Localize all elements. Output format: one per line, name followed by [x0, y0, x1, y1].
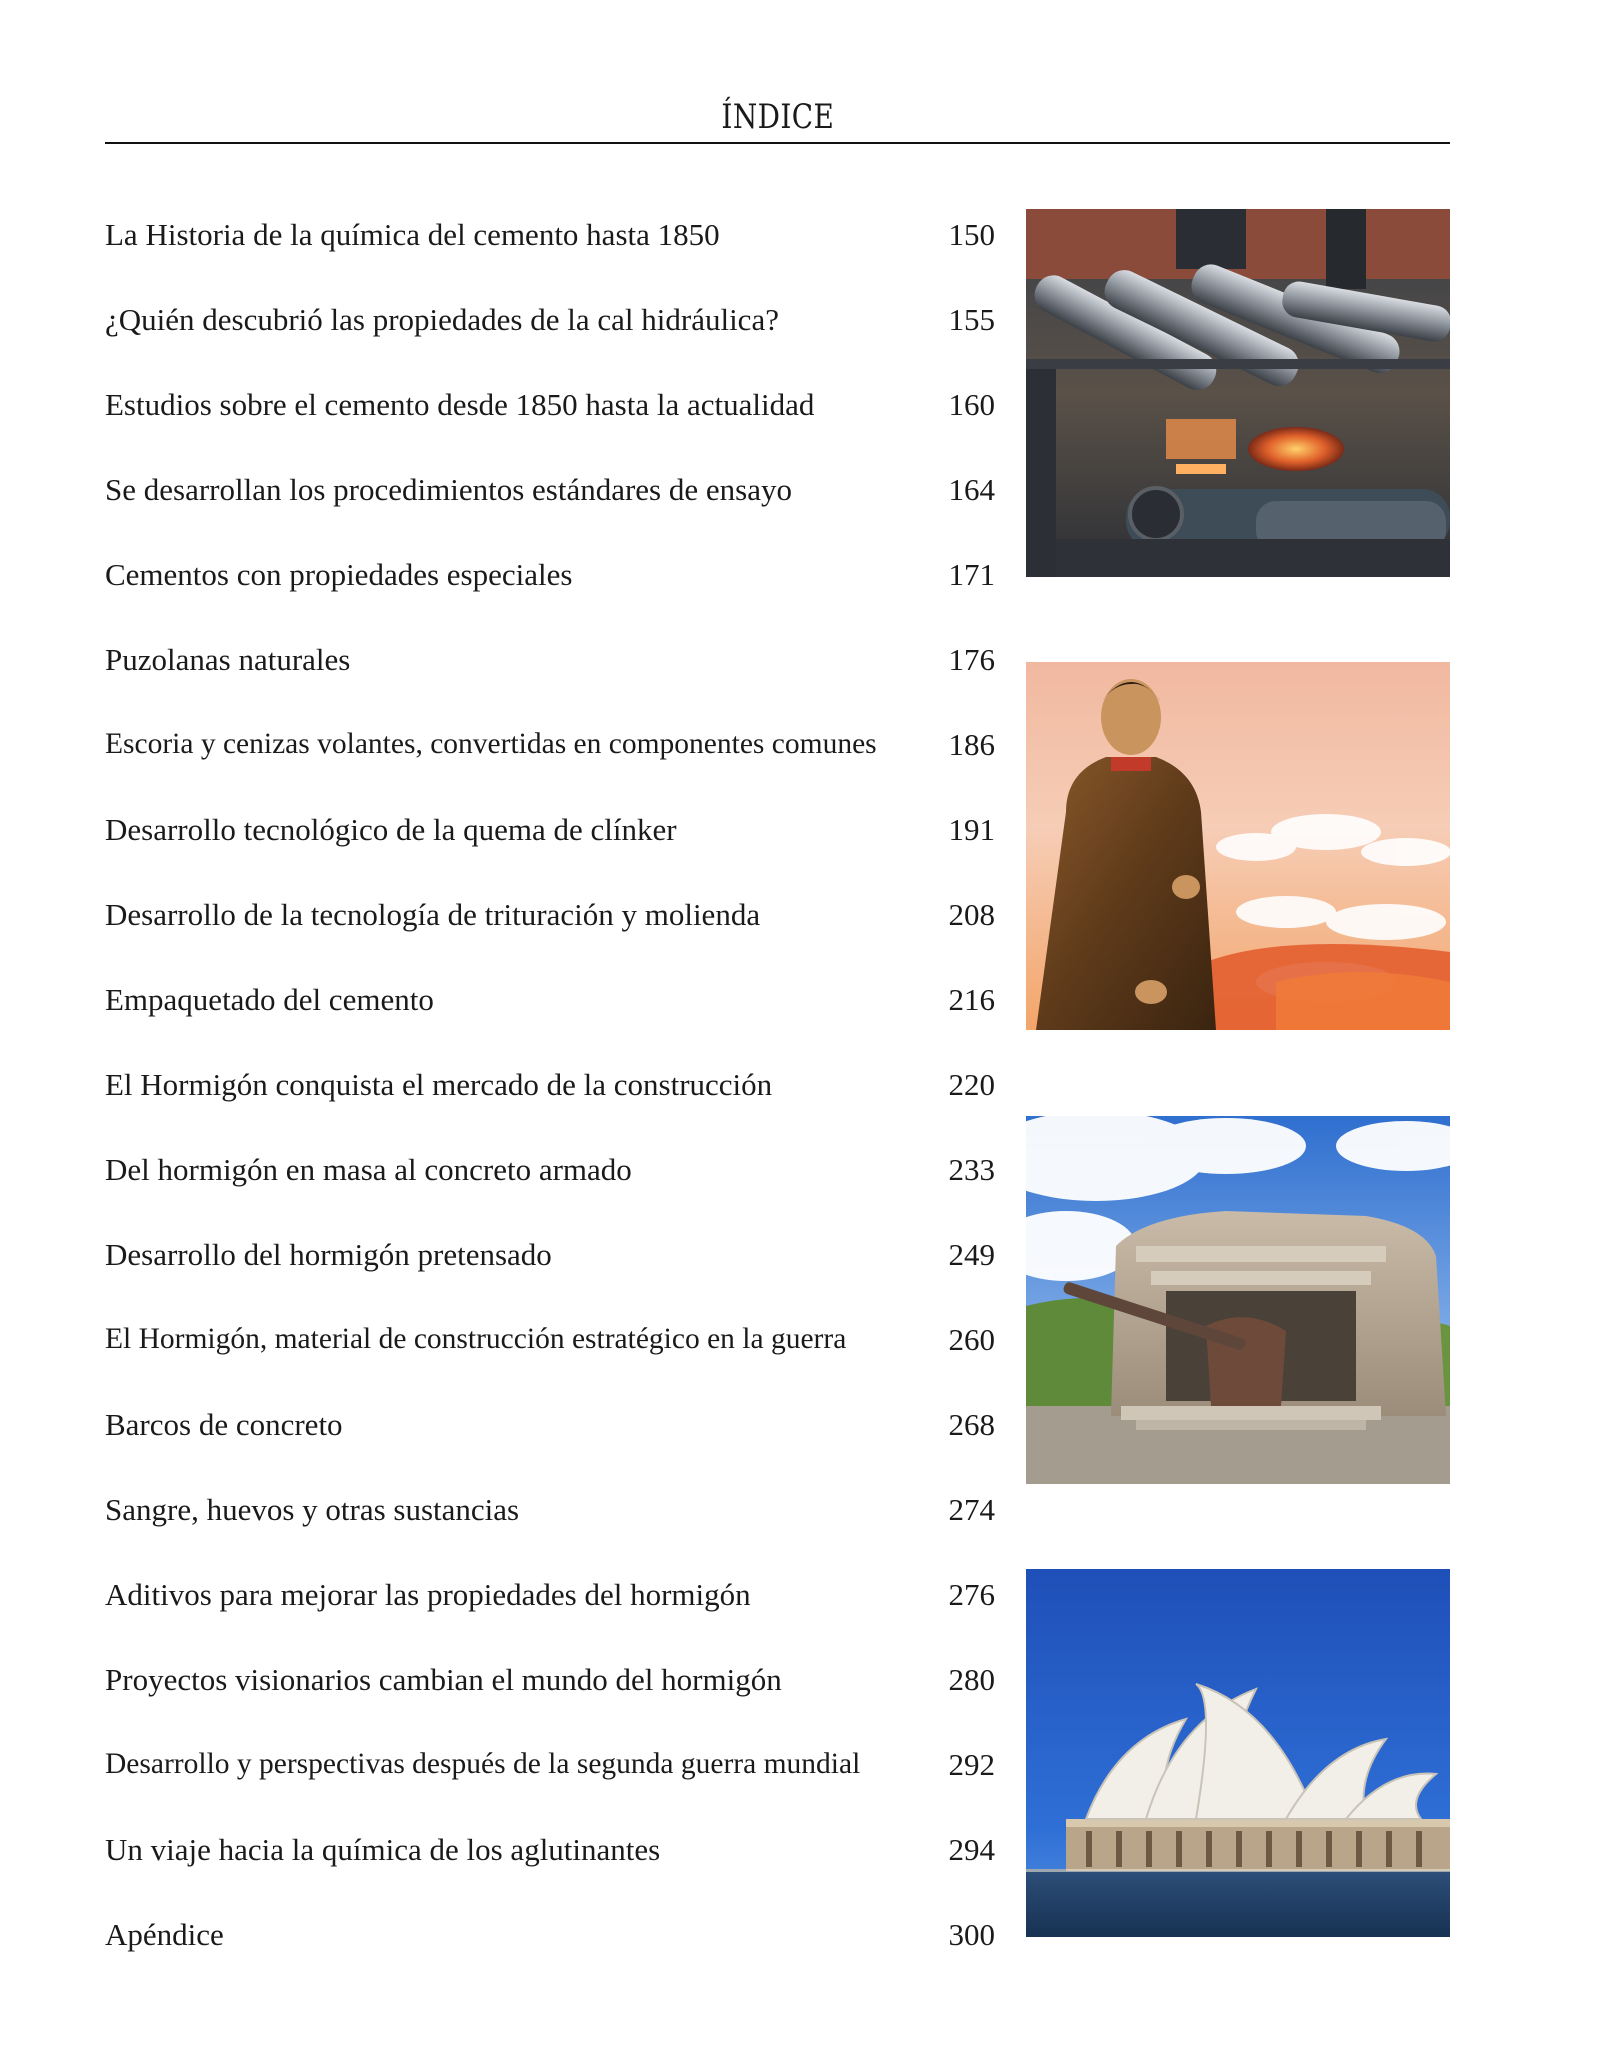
toc-entry-title: Empaquetado del cemento: [105, 981, 434, 1017]
toc-entry-title: Apéndice: [105, 1916, 224, 1952]
opera-house-photo-icon: [1026, 1569, 1450, 1937]
toc-entry-page: 280: [948, 1661, 995, 1697]
toc-entry-page: 233: [948, 1151, 995, 1187]
toc-entry-page: 292: [948, 1746, 995, 1782]
toc-entry[interactable]: [105, 1212, 995, 1297]
toc-entry[interactable]: [105, 1042, 995, 1127]
toc-entry-page: 176: [948, 641, 995, 677]
toc-entry-page: 249: [948, 1236, 995, 1272]
toc-entry-page: 274: [948, 1491, 995, 1527]
toc-entry-page: 276: [948, 1576, 995, 1612]
toc-entry-page: 208: [948, 896, 995, 932]
toc-entry-title: Desarrollo de la tecnología de trituración y molienda: [105, 896, 761, 932]
table-of-contents: [105, 192, 995, 1977]
toc-entry[interactable]: [105, 362, 995, 447]
toc-entry[interactable]: [105, 277, 995, 362]
toc-entry-title: Barcos de concreto: [105, 1406, 343, 1442]
toc-entry[interactable]: [105, 1892, 995, 1977]
propaganda-portrait-painting: [1026, 662, 1450, 1030]
toc-entry-title: Un viaje hacia la química de los aglutinantes: [105, 1831, 661, 1867]
page-header: [105, 92, 1450, 144]
toc-entry-page: 300: [948, 1916, 995, 1952]
toc-entry[interactable]: [105, 787, 995, 872]
toc-entry-page: 164: [948, 471, 995, 507]
toc-entry-page: 155: [948, 301, 995, 337]
toc-entry-page: 294: [948, 1831, 995, 1867]
toc-entry[interactable]: [105, 1807, 995, 1892]
toc-entry-page: 268: [948, 1406, 995, 1442]
toc-entry-title: El Hormigón conquista el mercado de la construcción: [105, 1066, 773, 1102]
toc-entry[interactable]: [105, 1297, 995, 1382]
toc-entry-title: El Hormigón, material de construcción estratégico en la guerra: [105, 1323, 847, 1355]
portrait-painting-icon: [1026, 662, 1450, 1030]
toc-entry-title: La Historia de la química del cemento hasta 1850: [105, 216, 720, 252]
toc-entry-title: Escoria y cenizas volantes, convertidas en componentes comunes: [105, 728, 877, 760]
toc-entry-title: Desarrollo y perspectivas después de la segunda guerra mundial: [105, 1748, 861, 1780]
toc-entry[interactable]: [105, 192, 995, 277]
toc-entry-title: Proyectos visionarios cambian el mundo del hormigón: [105, 1661, 782, 1697]
bunker-photo-icon: [1026, 1116, 1450, 1484]
toc-entry[interactable]: [105, 1552, 995, 1637]
toc-entry-page: 186: [948, 726, 995, 762]
cement-kilns-illustration: [1026, 209, 1450, 577]
toc-entry-title: Del hormigón en masa al concreto armado: [105, 1151, 632, 1187]
concrete-bunker-photo: [1026, 1116, 1450, 1484]
toc-entry[interactable]: [105, 1127, 995, 1212]
toc-entry[interactable]: [105, 1637, 995, 1722]
toc-entry[interactable]: [105, 1467, 995, 1552]
toc-entry-page: 150: [948, 216, 995, 252]
toc-entry[interactable]: [105, 447, 995, 532]
toc-entry[interactable]: [105, 617, 995, 702]
toc-entry-page: 216: [948, 981, 995, 1017]
toc-entry-page: 171: [948, 556, 995, 592]
toc-entry-page: 160: [948, 386, 995, 422]
toc-entry-page: 191: [948, 811, 995, 847]
toc-entry-title: ¿Quién descubrió las propiedades de la cal hidráulica?: [105, 301, 779, 337]
toc-entry-title: Se desarrollan los procedimientos estándares de ensayo: [105, 471, 792, 507]
toc-entry-title: Puzolanas naturales: [105, 641, 351, 677]
sydney-opera-house-photo: [1026, 1569, 1450, 1937]
toc-entry-title: Estudios sobre el cemento desde 1850 hasta la actualidad: [105, 386, 815, 422]
toc-entry[interactable]: [105, 957, 995, 1042]
toc-entry[interactable]: [105, 532, 995, 617]
toc-entry-title: Aditivos para mejorar las propiedades del hormigón: [105, 1576, 751, 1612]
toc-entry[interactable]: [105, 1382, 995, 1467]
toc-entry[interactable]: [105, 872, 995, 957]
toc-entry[interactable]: [105, 1722, 995, 1807]
toc-entry-title: Desarrollo del hormigón pretensado: [105, 1236, 552, 1272]
toc-entry-title: Desarrollo tecnológico de la quema de clínker: [105, 811, 677, 847]
toc-entry-title: Cementos con propiedades especiales: [105, 556, 573, 592]
toc-entry-page: 220: [948, 1066, 995, 1102]
page-title: ÍNDICE: [721, 97, 834, 137]
toc-entry-page: 260: [948, 1321, 995, 1357]
cement-kilns-icon: [1026, 209, 1450, 577]
toc-entry[interactable]: [105, 702, 995, 787]
toc-entry-title: Sangre, huevos y otras sustancias: [105, 1491, 520, 1527]
